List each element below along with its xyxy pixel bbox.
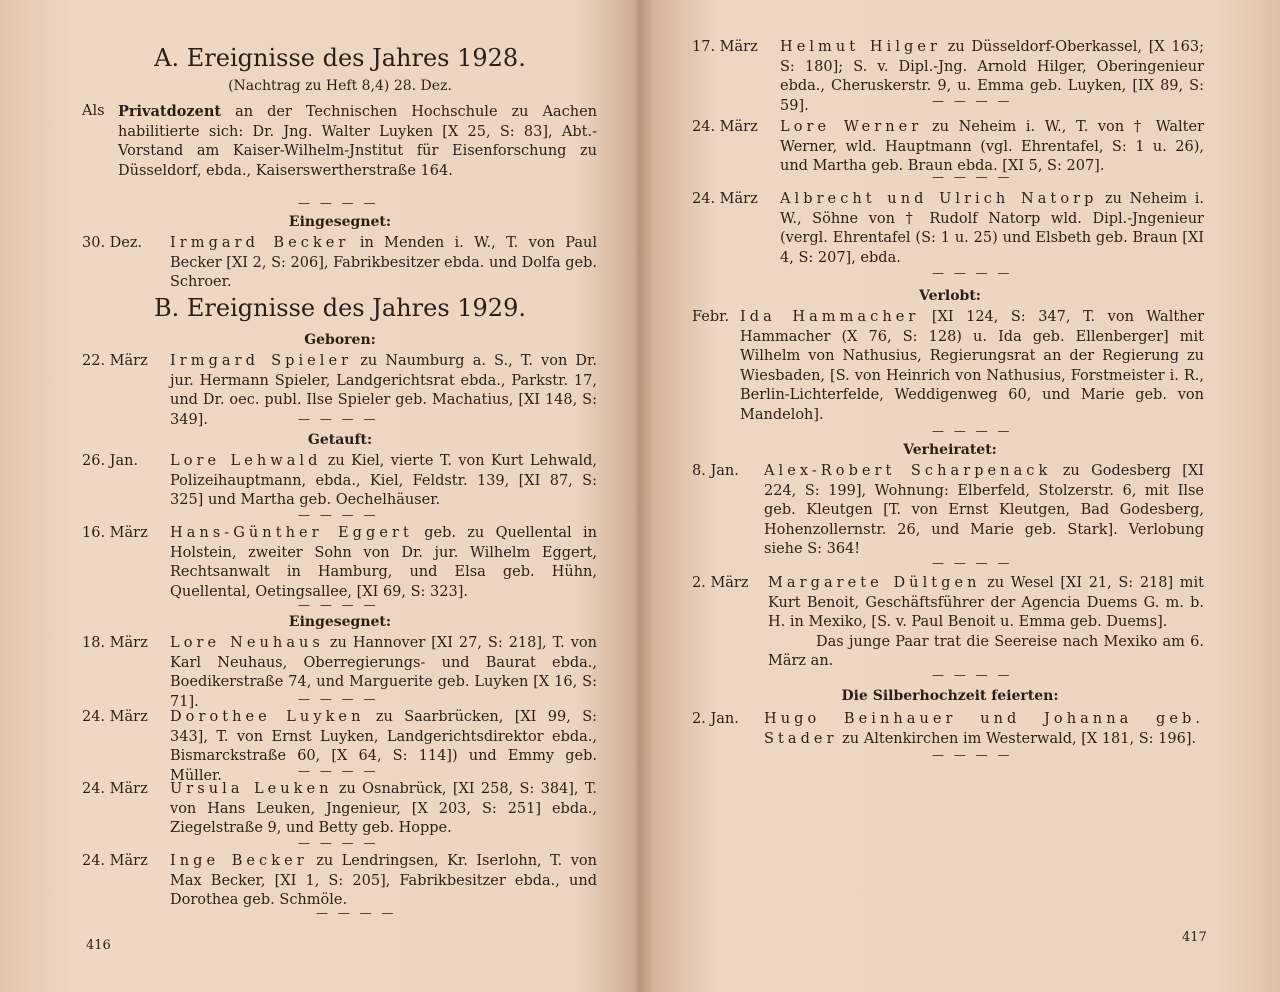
- entry-date: 24. März: [692, 191, 758, 207]
- separator: — — — —: [932, 424, 1013, 438]
- section-geboren: Geboren:: [304, 332, 376, 348]
- separator: — — — —: [298, 598, 379, 612]
- entry-body: zu Wesel [XI 21, S: 218] mit Kurt Benoit, Geschäftsführer der Agencia Duems G. m. b. H. in Mexiko, [S. v. Paul Benoit u. Emma geb. Duems].: [768, 575, 1204, 630]
- entry-date: 18. März: [82, 635, 148, 651]
- entry-text: [170, 234, 597, 293]
- entry-body: zu Neheim i. W., T. von † Walter Werner, wld. Hauptmann (vgl. Ehrentafel, S: 1 u. 26), und Martha geb. Braun ebda. [XI 5, S: 207].: [780, 119, 1205, 174]
- entry-body: zu Naumburg a. S., T. von Dr. jur. Hermann Spieler, Landgerichtsrat ebda., Parkstr. 17, und Dr. oec. publ. Ilse Spieler geb. Machatius, [XI 148, S: 349].: [170, 353, 597, 428]
- entry-date: 2. Jan.: [692, 711, 739, 727]
- separator: — — — —: [298, 412, 379, 426]
- entry-lead: Als: [82, 103, 105, 119]
- entry-note: Das junge Paar trat die Seereise nach Mexiko am 6. März an.: [768, 633, 1204, 669]
- entry-body: zu Hannover [XI 27, S: 218], T. von Karl Neuhaus, Oberregierungs- und Baurat ebda., Boedikerstraße 74, und Marguerite geb. Luyken [X 16, S: 71].: [170, 635, 597, 710]
- entry-body: an der Technischen Hochschule zu Aachen habilitierte sich: Dr. Jng. Walter Luyken [X 25, S: 83], Abt.-Vorstand am Kaiser-Wilhelm-Jnstitut für Eisenforschung zu Düsseldorf, ebda., Kaiserswertherstraße 164.: [118, 104, 597, 179]
- right-page: [640, 0, 1280, 992]
- entry-name: Irmgard Spieler: [170, 353, 353, 369]
- entry-date: 24. März: [82, 709, 148, 725]
- entry-name: Lore Neuhaus: [170, 635, 324, 651]
- entry-body: [XI 124, S: 347, T. von Walther Hammacher (X 76, S: 128) u. Ida geb. Ellenberger] mit Wilhelm von Nathusius, Regierungsrat an der Regierung zu Wiesbaden, [S. von Heinrich von Nathusius, Forstmeister i. R., Berlin-Lichterfelde, Weddigenweg 60, und Marie geb. von Mandeloh].: [740, 309, 1205, 423]
- entry-date: 8. Jan.: [692, 463, 739, 479]
- page-number-left: 416: [86, 938, 111, 953]
- entry-text: [170, 780, 597, 839]
- entry-date: 30. Dez.: [82, 235, 143, 251]
- entry-name: Alex-Robert Scharpenack: [764, 463, 1052, 479]
- entry-name: Margarete Dültgen: [768, 575, 981, 591]
- entry-name: Hugo Beinhauer und Johanna geb. Stader: [764, 711, 1204, 747]
- entry-body: zu Osnabrück, [XI 258, S: 384], T. von Hans Leuken, Jngenieur, [X 203, S: 251] ebda., Ziegelstraße 9, und Betty geb. Hoppe.: [170, 781, 597, 836]
- entry-name: Dorothee Luyken: [170, 709, 365, 725]
- entry-text: [764, 710, 1204, 749]
- entry-text: [170, 352, 597, 430]
- section-verheiratet: Verheiratet:: [903, 442, 997, 458]
- separator: — — — —: [298, 836, 379, 850]
- separator: — — — —: [298, 764, 379, 778]
- entry-text: [780, 190, 1204, 268]
- section-silberhochzeit: Die Silberhochzeit feierten:: [841, 688, 1059, 704]
- separator: — — — —: [932, 556, 1013, 570]
- entry-date: 26. Jan.: [82, 453, 139, 469]
- entry-body: zu Godesberg [XI 224, S: 199], Wohnung: Elberfeld, Stolzerstr. 6, mit Ilse geb. Kleutgen [T. von Ernst Kleutgen, Bad Godesberg, Hohenzollernstr. 26, und Marie geb. Stark]. Verlobung siehe S: 364!: [764, 463, 1205, 557]
- entry-name: Lore Lehwald: [170, 453, 322, 469]
- entry-date: 24. März: [82, 853, 148, 869]
- entry-text: [170, 708, 597, 786]
- entry-body: geb. zu Quellental in Holstein, zweiter Sohn von Dr. jur. Wilhelm Eggert, Rechtsanwalt in Hamburg, und Elsa geb. Hühn, Quellental, Oetingsallee, [XI 69, S: 323].: [170, 525, 597, 600]
- entry-name: Inge Becker: [170, 853, 308, 869]
- entry-name: Lore Werner: [780, 119, 923, 135]
- section-verlobt: Verlobt:: [919, 288, 981, 304]
- entry-name: Hans-Günther Eggert: [170, 525, 413, 541]
- entry-text: [764, 462, 1204, 560]
- entry-name: Ursula Leuken: [170, 781, 333, 797]
- entry-date: 24. März: [82, 781, 148, 797]
- separator: — — — —: [932, 748, 1013, 762]
- entry-body: zu Lendringsen, Kr. Iserlohn, T. von Max Becker, [XI 1, S: 205], Fabrikbesitzer ebda., und Dorothea geb. Schmöle.: [170, 853, 598, 908]
- entry-text: [118, 102, 597, 181]
- separator: — — — —: [298, 196, 379, 210]
- separator: — — — —: [932, 266, 1013, 280]
- section-eingesegnet-1928: Eingesegnet:: [288, 214, 392, 230]
- separator: — — — —: [932, 94, 1013, 108]
- page-number-right: 417: [1182, 930, 1207, 945]
- entry-text: [780, 118, 1204, 177]
- entry-name: Irmgard Becker: [170, 235, 350, 251]
- entry-text: [740, 308, 1204, 425]
- separator: — — — —: [932, 668, 1013, 682]
- entry-text: [768, 574, 1204, 672]
- entry-date: 16. März: [82, 525, 148, 541]
- entry-body: zu Saarbrücken, [XI 99, S: 343], T. von Ernst Luyken, Landgerichtsdirektor ebda., Bismarckstraße 60, [X 64, S: 114]) und Emmy geb. Müller.: [170, 709, 598, 784]
- entry-body: in Menden i. W., T. von Paul Becker [XI 2, S: 206], Fabrikbesitzer ebda. und Dolfa geb. Schroer.: [170, 235, 598, 290]
- entry-name: Helmut Hilger: [780, 39, 941, 55]
- entry-text: [170, 452, 597, 511]
- entry-body: zu Kiel, vierte T. von Kurt Lehwald, Polizeihauptmann, ebda., Kiel, Feldstr. 139, [XI 87, S: 325] und Martha geb. Oechelhäuser.: [170, 453, 597, 508]
- section-getauft: Getauft:: [307, 432, 373, 448]
- entry-text: [170, 524, 597, 602]
- heading-1928-subtitle: (Nachtrag zu Heft 8,4) 28. Dez.: [228, 78, 452, 94]
- separator: — — — —: [298, 692, 379, 706]
- separator: — — — —: [932, 170, 1013, 184]
- entry-date: 17. März: [692, 39, 758, 55]
- entry-date: 22. März: [82, 353, 148, 369]
- entry-name: Albrecht und Ulrich Natorp: [780, 191, 1098, 207]
- heading-1929: B. Ereignisse des Jahres 1929.: [154, 294, 526, 322]
- separator: — — — —: [316, 906, 397, 920]
- entry-term: Privatdozent: [118, 103, 222, 120]
- entry-body: zu Altenkirchen im Westerwald, [X 181, S: 196].: [842, 730, 1197, 747]
- heading-1928: A. Ereignisse des Jahres 1928.: [154, 44, 526, 72]
- section-eingesegnet-1929: Eingesegnet:: [288, 614, 392, 630]
- left-page: [0, 0, 630, 992]
- entry-date: 24. März: [692, 119, 758, 135]
- entry-text: [170, 634, 597, 712]
- entry-text: [170, 852, 597, 911]
- entry-body: zu Düsseldorf-Oberkassel, [X 163; S: 180]; S. v. Dipl.-Jng. Arnold Hilger, Oberingenieur ebda., Cheruskerstr. 9, u. Emma geb. Luyken, [IX 89, S: 59].: [780, 39, 1204, 114]
- entry-date: Febr.: [692, 309, 730, 325]
- entry-body: zu Neheim i. W., Söhne von † Rudolf Natorp wld. Dipl.-Jngenieur (vergl. Ehrentafel (S: 1 u. 25) und Elsbeth geb. Braun [XI 4, S: 207], ebda.: [780, 191, 1205, 266]
- separator: — — — —: [298, 508, 379, 522]
- entry-date: 2. März: [692, 575, 749, 591]
- entry-name: Ida Hammacher: [740, 309, 920, 325]
